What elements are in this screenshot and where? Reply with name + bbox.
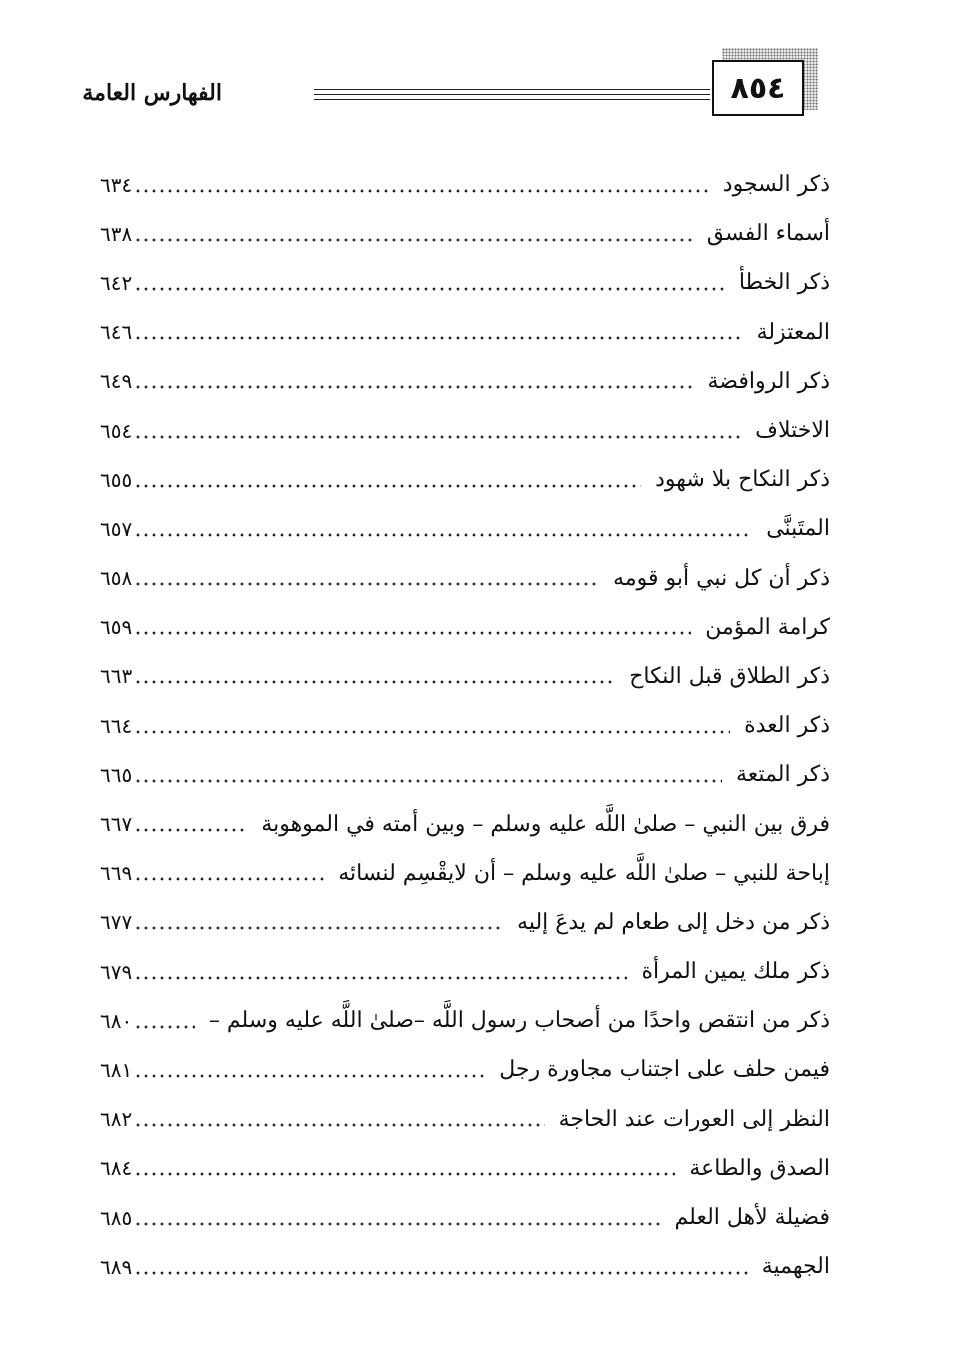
dot-leader — [134, 715, 730, 737]
toc-entry-page: ٦٥٩ — [100, 615, 133, 640]
dot-leader — [134, 370, 693, 392]
toc-entry-page: ٦٤٦ — [100, 320, 133, 345]
toc-entry-page: ٦٤٩ — [100, 369, 133, 394]
toc-entry-page: ٦٨٢ — [100, 1107, 133, 1132]
toc-entry-title: ذكر النكاح بلا شهود — [655, 467, 830, 493]
toc-entry — [100, 1242, 830, 1291]
toc-entry-page: ٦٦٧ — [100, 812, 133, 837]
toc-entry-title: المتَبنَّى — [766, 516, 830, 542]
toc-entry — [100, 799, 830, 848]
toc-entry — [100, 750, 830, 799]
toc-entry-title: ذكر السجود — [722, 172, 830, 198]
toc-entry-title: فرق بين النبي – صلىٰ اللَّه عليه وسلم – وبين أمته في الموهوبة — [261, 811, 830, 837]
toc-entry — [100, 849, 830, 898]
toc-entry-page: ٦٦٣ — [100, 664, 133, 689]
toc-entry-page: ٦٧٧ — [100, 910, 133, 935]
toc-entry-page: ٦٧٩ — [100, 959, 133, 984]
toc-entry — [100, 504, 830, 553]
toc-entry — [100, 209, 830, 258]
toc-entry — [100, 1095, 830, 1144]
toc-entry — [100, 357, 830, 406]
toc-entry — [100, 1144, 830, 1193]
toc-entry-page: ٦٦٥ — [100, 762, 133, 787]
toc-entry-page: ٦٨٥ — [100, 1205, 133, 1230]
dot-leader — [134, 223, 693, 245]
toc-entry-page: ٦٨٩ — [100, 1254, 133, 1279]
toc-entry — [100, 258, 830, 307]
toc-entry-page: ٦٨٤ — [100, 1156, 133, 1181]
toc-entry — [100, 160, 830, 209]
toc-entry-title: ذكر المتعة — [736, 762, 830, 788]
dot-leader — [134, 272, 725, 294]
dot-leader — [134, 862, 324, 884]
header-rule — [314, 99, 710, 100]
toc-entry-title: ذكر العدة — [744, 713, 830, 739]
dot-leader — [134, 321, 742, 343]
toc-entry — [100, 455, 830, 504]
page-number: ٨٥٤ — [712, 60, 804, 116]
toc-entry-title: ذكر الروافضة — [707, 368, 830, 394]
toc-entry-title: ذكر من انتقص واحدًا من أصحاب رسول اللَّه –صلىٰ اللَّه عليه وسلم – — [208, 1008, 830, 1034]
dot-leader — [134, 420, 741, 442]
toc-entry-title: فضيلة لأهل العلم — [674, 1205, 830, 1231]
dot-leader — [134, 1157, 675, 1179]
toc-entry-page: ٦٨٠ — [100, 1008, 133, 1033]
toc-entry-title: ذكر ملك يمين المرأة — [641, 959, 830, 985]
dot-leader — [134, 616, 691, 638]
header-rule — [314, 94, 710, 95]
toc-entry — [100, 996, 830, 1045]
toc-entry-page: ٦٥٥ — [100, 467, 133, 492]
toc-entry-title: ذكر من دخل إلى طعام لم يدعَ إليه — [517, 909, 830, 935]
toc-entry-title: الاختلاف — [755, 418, 830, 444]
dot-leader — [134, 1256, 747, 1278]
toc-entry — [100, 898, 830, 947]
toc-entry — [100, 308, 830, 357]
toc-entry-title: ذكر الخطأ — [738, 270, 830, 296]
toc-entry-title: كرامة المؤمن — [705, 614, 830, 640]
toc-entry — [100, 406, 830, 455]
dot-leader — [134, 1010, 195, 1032]
toc-entry — [100, 554, 830, 603]
running-title: الفهارس العامة — [82, 80, 222, 106]
toc-entry — [100, 652, 830, 701]
toc-entry-title: فيمن حلف على اجتناب مجاورة رجل — [499, 1057, 830, 1083]
dot-leader — [134, 469, 641, 491]
toc-entry-page: ٦٥٤ — [100, 418, 133, 443]
dot-leader — [134, 1059, 485, 1081]
toc-entry-title: الجهمية — [761, 1254, 830, 1280]
dot-leader — [134, 1108, 544, 1130]
toc-entry-title: ذكر أن كل نبي أبو قومه — [613, 565, 830, 591]
toc-entry-title: المعتزلة — [756, 319, 830, 345]
toc-entry — [100, 1193, 830, 1242]
toc-entry — [100, 947, 830, 996]
dot-leader — [134, 911, 503, 933]
toc-list — [100, 160, 830, 1291]
toc-entry-page: ٦٥٧ — [100, 516, 133, 541]
dot-leader — [134, 1207, 660, 1229]
toc-entry-title: الصدق والطاعة — [689, 1155, 830, 1181]
toc-entry-title: أسماء الفسق — [706, 221, 830, 247]
toc-entry — [100, 603, 830, 652]
dot-leader — [134, 961, 627, 983]
dot-leader — [134, 813, 247, 835]
toc-entry-page: ٦٣٨ — [100, 221, 133, 246]
toc-entry-page: ٦٦٤ — [100, 713, 133, 738]
toc-entry-page: ٦٨١ — [100, 1057, 133, 1082]
dot-leader — [134, 518, 752, 540]
toc-entry — [100, 1045, 830, 1094]
toc-entry-title: ذكر الطلاق قبل النكاح — [629, 663, 830, 689]
toc-entry-page: ٦٥٨ — [100, 566, 133, 591]
toc-entry — [100, 701, 830, 750]
dot-leader — [134, 567, 599, 589]
toc-entry-page: ٦٣٤ — [100, 172, 133, 197]
toc-entry-title: النظر إلى العورات عند الحاجة — [558, 1106, 830, 1132]
toc-entry-page: ٦٦٩ — [100, 861, 133, 886]
dot-leader — [134, 764, 722, 786]
header-rule — [314, 89, 710, 90]
toc-entry-page: ٦٤٢ — [100, 270, 133, 295]
dot-leader — [134, 174, 709, 196]
toc-entry-title: إباحة للنبي – صلىٰ اللَّه عليه وسلم – أن لايقْسِم لنسائه — [338, 860, 830, 886]
dot-leader — [134, 665, 615, 687]
